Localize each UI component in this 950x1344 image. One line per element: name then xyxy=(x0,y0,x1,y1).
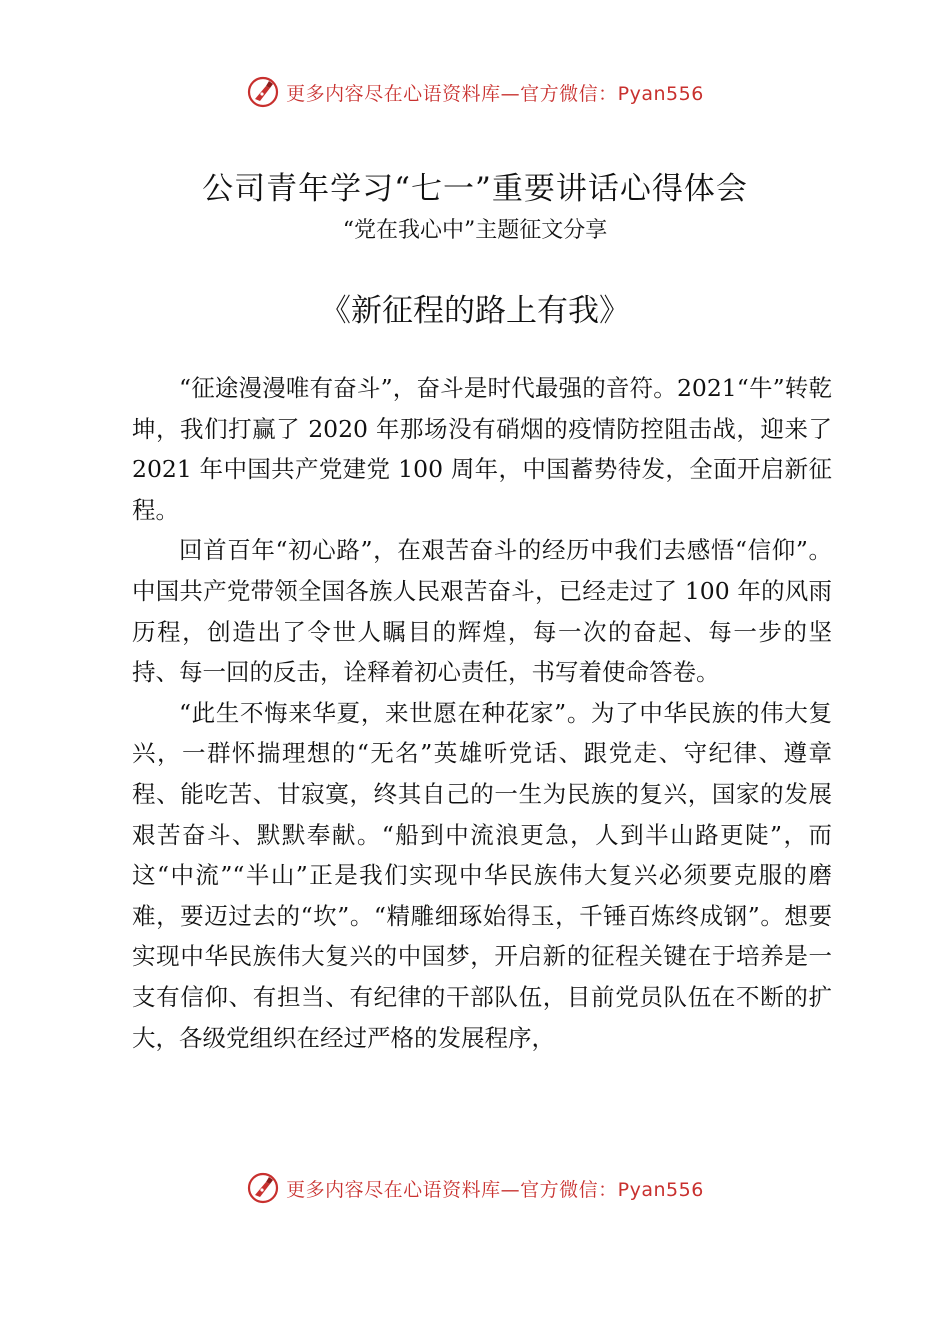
watermark-wechat: 官方微信：Pyan556 xyxy=(520,82,704,105)
paragraph: “征途漫漫唯有奋斗”，奋斗是时代最强的音符。2021“牛”转乾坤，我们打赢了 2020 年那场没有硝烟的疫情防控阻击战，迎来了 2021 年中国共产党建党 100 周年，中国蓄势待发，全面开启新征程。 xyxy=(132,374,832,524)
watermark-wechat: 官方微信：Pyan556 xyxy=(520,1178,704,1201)
pen-nib-logo-icon xyxy=(246,1171,280,1205)
document-body xyxy=(132,368,832,1058)
footer-watermark-banner xyxy=(0,1168,950,1208)
watermark-main-text: 更多内容尽在心语资料库 xyxy=(286,82,501,105)
watermark-separator: — xyxy=(500,1178,521,1201)
header-watermark-banner xyxy=(0,72,950,112)
watermark-text xyxy=(286,79,704,106)
essay-title: 《新征程的路上有我》 xyxy=(320,293,630,329)
watermark-text xyxy=(286,1175,704,1202)
paragraph: 回首百年“初心路”，在艰苦奋斗的经历中我们去感悟“信仰”。中国共产党带领全国各族人民艰苦奋斗，已经走过了 100 年的风雨历程，创造出了令世人瞩目的辉煌，每一次的奋起、每一步的坚持、每一回的反击，诠释着初心责任，书写着使命答卷。 xyxy=(132,536,832,687)
document-title: 公司青年学习“七一”重要讲话心得体会 xyxy=(202,171,748,207)
document-subtitle: “党在我心中”主题征文分享 xyxy=(342,218,608,243)
paragraph: “此生不悔来华夏，来世愿在种花家”。为了中华民族的伟大复兴，一群怀揣理想的“无名”英雄听党话、跟党走、守纪律、遵章程、能吃苦、甘寂寞，终其自己的一生为民族的复兴，国家的发展艰苦奋斗、默默奉献。“船到中流浪更急，人到半山路更陡”，而这“中流”“半山”正是我们实现中华民族伟大复兴必须要克服的磨难，要迈过去的“坎”。“精雕细琢始得玉，千锤百炼终成钢”。想要实现中华民族伟大复兴的中国梦，开启新的征程关键在于培养是一支有信仰、有担当、有纪律的干部队伍，目前党员队伍在不断的扩大，各级党组织在经过严格的发展程序， xyxy=(132,698,832,1052)
watermark-main-text: 更多内容尽在心语资料库 xyxy=(286,1178,501,1201)
pen-nib-logo-icon xyxy=(246,75,280,109)
watermark-separator: — xyxy=(500,82,521,105)
